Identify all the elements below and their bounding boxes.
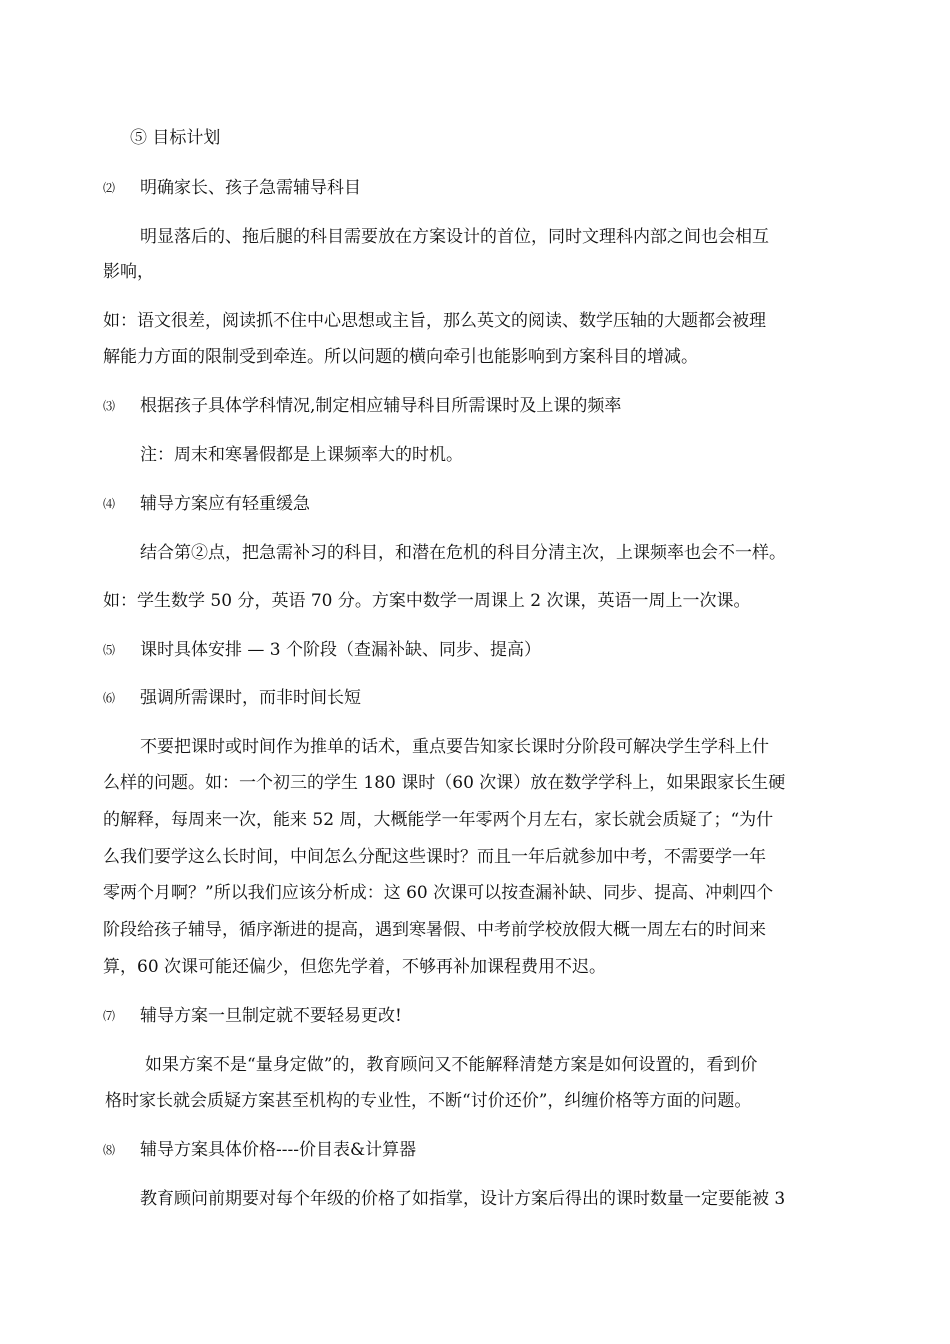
paragraph-line: 的解释，每周来一次，能来 52 周，大概能学一年零两个月左右，家长就会质疑了；“为什 [103,810,774,830]
paragraph-line: 算，60 次课可能还偏少，但您先学着，不够再补加课程费用不迟。 [103,957,607,977]
paragraph-line: 影响， [103,262,154,282]
paragraph-line: 解能力方面的限制受到牵连。所以问题的横向牵引也能影响到方案科目的增减。 [103,347,698,367]
item-title: 课时具体安排 — 3 个阶段（查漏补缺、同步、提高） [140,640,542,660]
paragraph-line: 格时家长就会质疑方案甚至机构的专业性，不断“讨价还价”，纠缠价格等方面的问题。 [105,1091,752,1111]
item-number: ⑻ [103,1143,116,1157]
paragraph-line: 如：语文很差，阅读抓不住中心思想或主旨，那么英文的阅读、数学压轴的大题都会被理 [103,311,766,331]
paragraph-line: 注：周末和寒暑假都是上课频率大的时机。 [140,445,463,465]
item-number: ⑺ [103,1009,116,1023]
item-number: ⑵ [103,181,116,195]
paragraph-line: 么我们要学这么长时间，中间怎么分配这些课时？而且一年后就参加中考，不需要学一年 [103,847,766,867]
item-title: 强调所需课时，而非时间长短 [140,688,361,708]
item-number: ⑶ [103,399,116,413]
item-number: ⑸ [103,643,116,657]
item-title: 辅导方案应有轻重缓急 [140,494,310,514]
paragraph-line: 如：学生数学 50 分，英语 70 分。方案中数学一周课上 2 次课，英语一周上一次课。 [103,591,751,611]
item-title: 根据孩子具体学科情况,制定相应辅导科目所需课时及上课的频率 [140,396,622,416]
item-title: 明确家长、孩子急需辅导科目 [140,178,361,198]
item-title: 辅导方案具体价格----价目表&计算器 [140,1140,417,1160]
paragraph-line: 零两个月啊？”所以我们应该分析成：这 60 次课可以按查漏补缺、同步、提高、冲刺四个 [103,883,774,903]
paragraph-line: 不要把课时或时间作为推单的话术，重点要告知家长课时分阶段可解决学生学科上什 [140,737,769,757]
paragraph-line: 结合第②点，把急需补习的科目，和潜在危机的科目分清主次，上课频率也会不一样。 [140,543,786,563]
item-number: ⑹ [103,691,116,705]
item5-heading: ⑤ 目标计划 [130,128,221,148]
paragraph-line: 教育顾问前期要对每个年级的价格了如指掌，设计方案后得出的课时数量一定要能被 3 [140,1189,786,1209]
item-number: ⑷ [103,497,116,511]
paragraph-line: 明显落后的、拖后腿的科目需要放在方案设计的首位，同时文理科内部之间也会相互 [140,227,769,247]
paragraph-line: 阶段给孩子辅导，循序渐进的提高，遇到寒暑假、中考前学校放假大概一周左右的时间来 [103,920,766,940]
paragraph-line: 么样的问题。如：一个初三的学生 180 课时（60 次课）放在数学学科上，如果跟家长生硬 [103,773,786,793]
item-title: 辅导方案一旦制定就不要轻易更改! [140,1006,402,1026]
paragraph-line: 如果方案不是“量身定做”的，教育顾问又不能解释清楚方案是如何设置的，看到价 [145,1055,758,1075]
